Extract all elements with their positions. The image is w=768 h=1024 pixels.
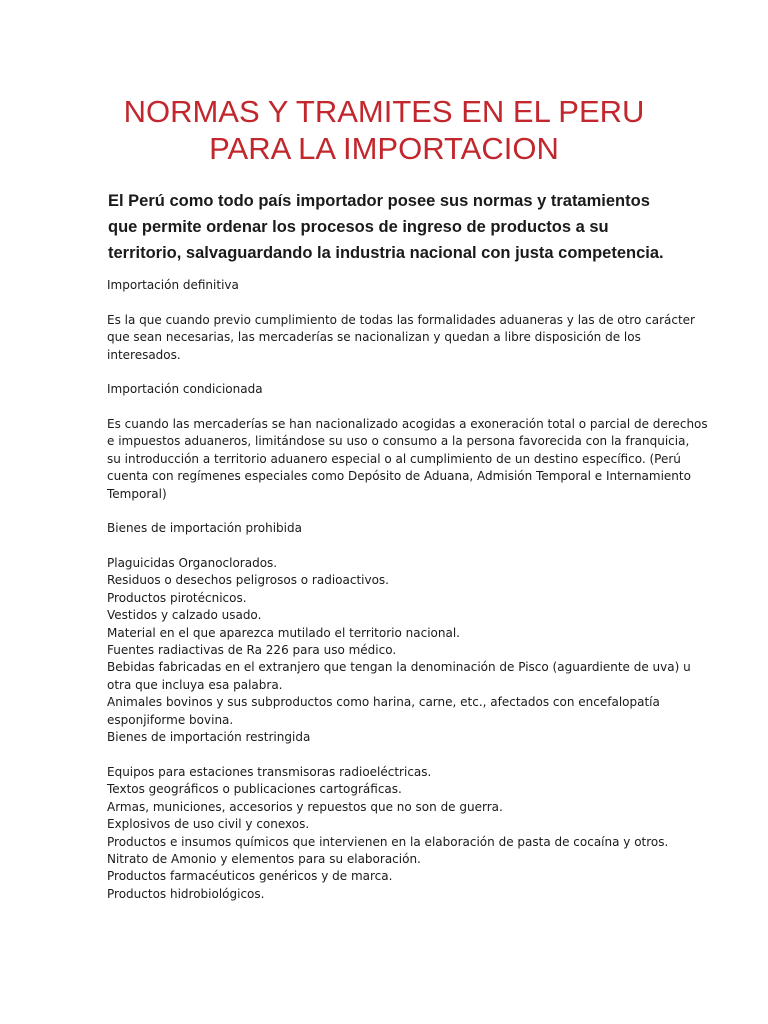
list-item: Productos hidrobiológicos. bbox=[107, 886, 265, 901]
intro-line: El Perú como todo país importador posee sus normas y tratamientos bbox=[108, 192, 650, 210]
heading-text: Bienes de importación prohibida bbox=[107, 521, 302, 535]
list-item: Productos pirotécnicos. bbox=[107, 590, 247, 605]
list-item: esponjiforme bovina. bbox=[107, 712, 234, 727]
list-item: Textos geográficos o publicaciones cartográficas. bbox=[107, 782, 402, 797]
list-bienes-restringidos bbox=[107, 764, 687, 903]
intro-line: que permite ordenar los procesos de ingreso de productos a su bbox=[108, 218, 609, 236]
intro-paragraph bbox=[108, 188, 668, 266]
paragraph-line: su introducción a territorio aduanero especial o al cumplimiento de un destino específico. (Perú bbox=[107, 451, 681, 466]
paragraph-line: e impuestos aduaneros, limitándose su uso o consumo a la persona favorecida con la franquicia, bbox=[107, 434, 690, 449]
heading-text: Importación condicionada bbox=[107, 382, 263, 396]
paragraph-line: Temporal) bbox=[107, 486, 167, 501]
paragraph-line: interesados. bbox=[107, 347, 181, 362]
paragraph-line: cuenta con regímenes especiales como Depósito de Aduana, Admisión Temporal e Internamiento bbox=[107, 469, 691, 484]
paragraph-line: que sean necesarias, las mercaderías se nacionalizan y quedan a libre disposición de los bbox=[107, 330, 641, 345]
paragraph-line: Es cuando las mercaderías se han nacionalizado acogidas a exoneración total o parcial de derechos bbox=[107, 417, 708, 431]
list-item: Residuos o desechos peligrosos o radioactivos. bbox=[107, 573, 389, 588]
list-item: Animales bovinos y sus subproductos como harina, carne, etc., afectados con encefalopatía bbox=[107, 695, 660, 710]
list-item: Equipos para estaciones transmisoras radioeléctricas. bbox=[107, 765, 432, 779]
intro-line: territorio, salvaguardando la industria nacional con justa competencia. bbox=[108, 244, 664, 262]
document-title bbox=[0, 93, 768, 167]
heading-text: Importación definitiva bbox=[107, 278, 239, 292]
list-item: Armas, municiones, accesorios y repuestos que no son de guerra. bbox=[107, 799, 503, 814]
list-item: otra que incluya esa palabra. bbox=[107, 677, 283, 692]
list-item: Vestidos y calzado usado. bbox=[107, 608, 262, 623]
list-item: Productos e insumos químicos que intervienen en la elaboración de pasta de cocaína y otros. bbox=[107, 834, 669, 849]
list-item: Nitrato de Amonio y elementos para su elaboración. bbox=[107, 852, 421, 867]
list-item: Fuentes radiactivas de Ra 226 para uso médico. bbox=[107, 643, 397, 658]
paragraph-line: Es la que cuando previo cumplimiento de todas las formalidades aduaneras y las de otro carácter bbox=[107, 313, 695, 327]
list-item: Bebidas fabricadas en el extranjero que tengan la denominación de Pisco (aguardiente de uva) u bbox=[107, 660, 691, 675]
paragraph-importacion-definitiva bbox=[107, 312, 695, 364]
list-item: Productos farmacéuticos genéricos y de marca. bbox=[107, 869, 393, 884]
list-item: Material en el que aparezca mutilado el territorio nacional. bbox=[107, 625, 460, 640]
list-bienes-prohibidos bbox=[107, 555, 691, 746]
list-item: Bienes de importación restringida bbox=[107, 730, 311, 745]
list-item: Plaguicidas Organoclorados. bbox=[107, 556, 278, 570]
paragraph-importacion-condicionada bbox=[107, 416, 708, 503]
title-line: NORMAS Y TRAMITES EN EL PERU bbox=[123, 94, 645, 129]
section-heading-importacion-condicionada bbox=[107, 381, 687, 398]
section-heading-importacion-definitiva bbox=[107, 277, 687, 294]
list-item: Explosivos de uso civil y conexos. bbox=[107, 817, 310, 832]
title-line: PARA LA IMPORTACION bbox=[209, 131, 559, 166]
section-heading-bienes-prohibidos bbox=[107, 520, 687, 537]
